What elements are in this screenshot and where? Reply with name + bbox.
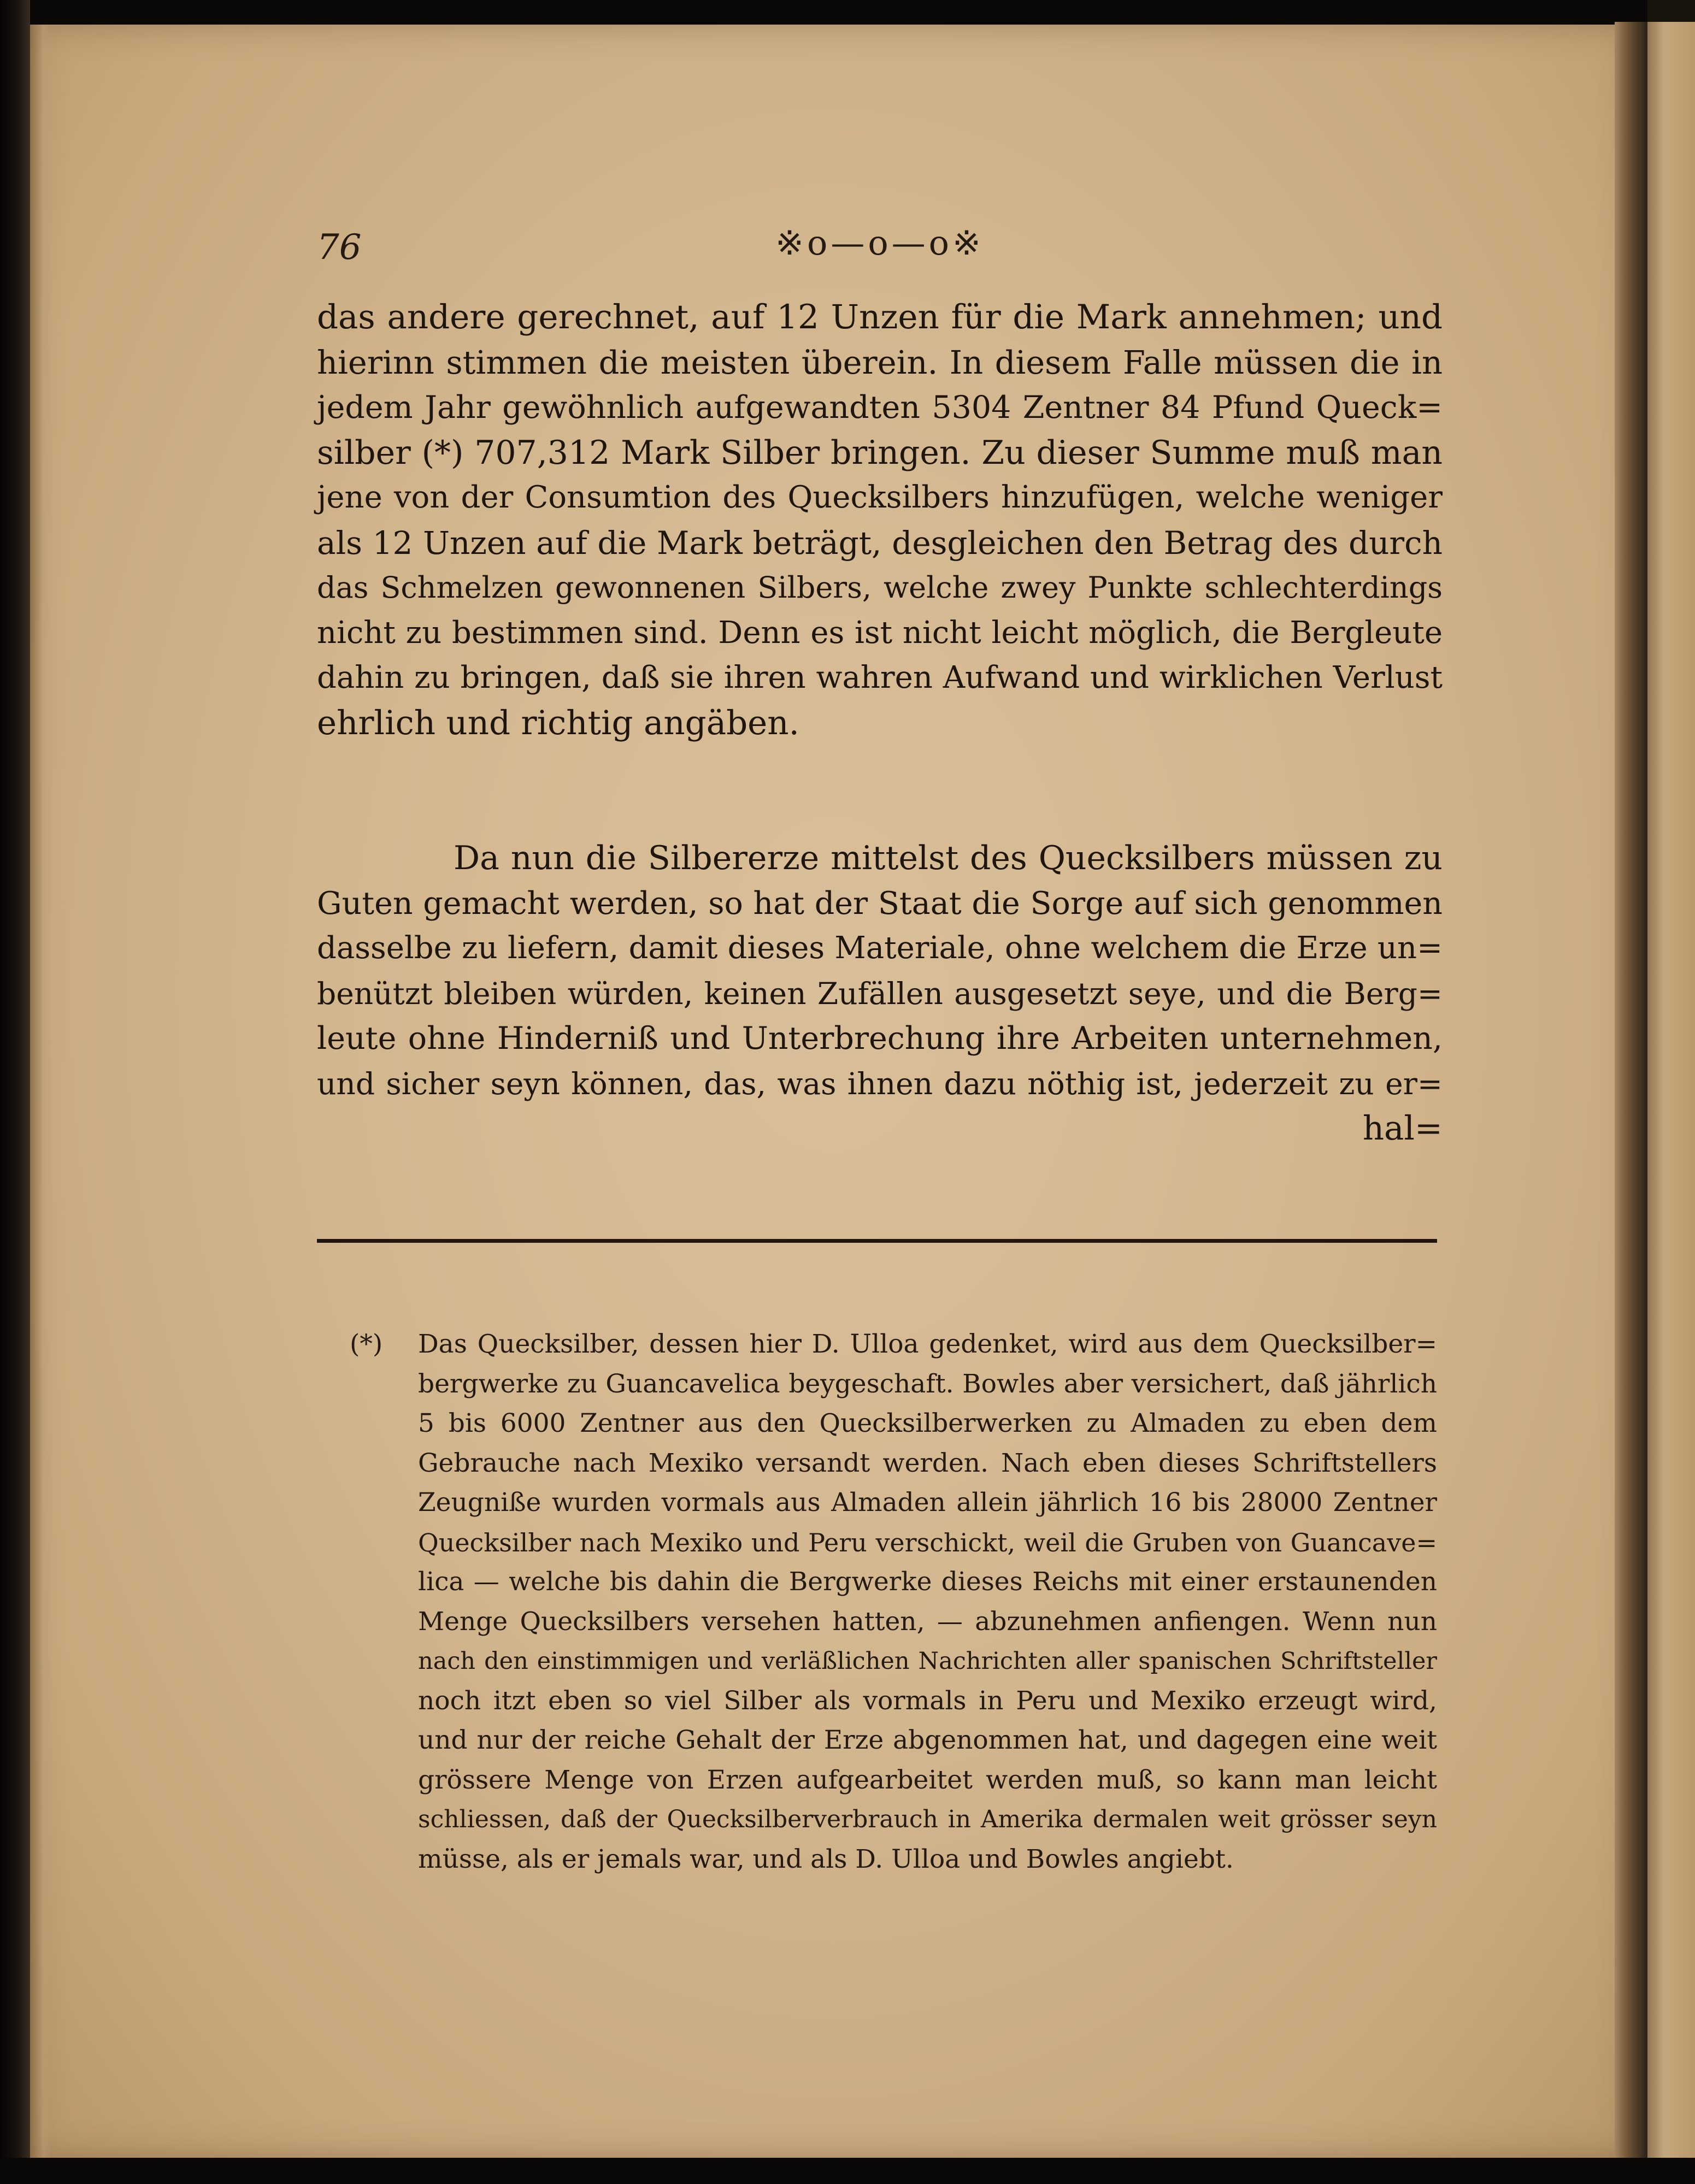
paragraph-1 — [317, 295, 1443, 746]
text-line: silber (*) 707,312 Mark Silber bringen. Zu dieser Summe muß man — [317, 433, 1443, 472]
footnote-line: Zeugniße wurden vormals aus Almaden allein jährlich 16 bis 28000 Zentner — [418, 1488, 1437, 1518]
footnote-line: Menge Quecksilbers versehen hatten, — abzunehmen anfiengen. Wenn nun — [418, 1606, 1437, 1637]
footnote-line: Gebrauche nach Mexiko versandt werden. Nach eben dieses Schriftstellers — [418, 1448, 1437, 1478]
text-line: dasselbe zu liefern, damit dieses Materiale, ohne welchem die Erze un= — [317, 930, 1443, 966]
text-line: nicht zu bestimmen sind. Denn es ist nicht leicht möglich, die Bergleute — [317, 615, 1443, 651]
text-line: benützt bleiben würden, keinen Zufällen ausgesetzt seye, und die Berg= — [317, 976, 1443, 1011]
text-line: und sicher seyn können, das, was ihnen dazu nöthig ist, jederzeit zu er= — [317, 1066, 1443, 1101]
footnote-marker: (*) — [350, 1329, 383, 1359]
left-dark-border — [0, 0, 30, 2184]
text-line: dahin zu bringen, daß sie ihren wahren Aufwand und wirklichen Verlust — [317, 660, 1443, 695]
text-line: Da nun die Silbererze mittelst des Quecksilbers müssen zu — [454, 839, 1443, 877]
footnote-body — [418, 1325, 1437, 1879]
footnote-separator-rule — [317, 1239, 1437, 1243]
text-line: ehrlich und richtig angäben. — [317, 703, 799, 742]
footnote-line: bergwerke zu Guancavelica beygeschaft. Bowles aber versichert, daß jährlich — [418, 1368, 1437, 1399]
footnote-line: 5 bis 6000 Zentner aus den Quecksilberwerken zu Almaden zu eben dem — [418, 1408, 1437, 1438]
footnote-line: Das Quecksilber, dessen hier D. Ulloa gedenket, wird aus dem Quecksilber= — [418, 1329, 1437, 1359]
paragraph-2 — [317, 836, 1443, 1152]
footnote-line: Quecksilber nach Mexiko und Peru verschickt, weil die Gruben von Guancave= — [418, 1527, 1437, 1557]
text-line: das andere gerechnet, auf 12 Unzen für die Mark annehmen; und — [317, 298, 1443, 337]
adjacent-page-edge — [1647, 0, 1695, 2184]
footnote-line: lica — welche bis dahin die Bergwerke dieses Reichs mit einer erstaunenden — [418, 1567, 1437, 1597]
text-line: hierinn stimmen die meisten überein. In diesem Falle müssen die in — [317, 343, 1443, 381]
book-gutter — [1615, 22, 1647, 2161]
running-header — [317, 223, 1443, 283]
footnote-line: noch itzt eben so viel Silber als vormals in Peru und Mexiko erzeugt wird, — [418, 1685, 1437, 1716]
footnote-line: müsse, als er jemals war, und als D. Ulloa und Bowles angiebt. — [418, 1844, 1234, 1874]
footnote-line: grössere Menge von Erzen aufgearbeitet werden muß, so kann man leicht — [418, 1764, 1437, 1795]
footnote-line: und nur der reiche Gehalt der Erze abgenommen hat, und dagegen eine weit — [418, 1725, 1437, 1755]
footnote-line: nach den einstimmigen und verläßlichen Nachrichten aller spanischen Schriftsteller — [418, 1648, 1437, 1675]
text-line: jedem Jahr gewöhnlich aufgewandten 5304 Zentner 84 Pfund Queck= — [317, 389, 1443, 426]
text-line: Guten gemacht werden, so hat der Staat die Sorge auf sich genommen — [317, 885, 1443, 922]
footnote-line: schliessen, daß der Quecksilberverbrauch in Amerika dermalen weit grösser seyn — [418, 1805, 1437, 1833]
page-number: 76 — [317, 227, 362, 268]
text-line: jene von der Consumtion des Quecksilbers hinzufügen, welche weniger — [317, 480, 1443, 515]
catchword: hal= — [1362, 1109, 1443, 1148]
text-line: als 12 Unzen auf die Mark beträgt, desgleichen den Betrag des durch — [317, 524, 1443, 562]
bottom-dark-border — [0, 2158, 1695, 2184]
header-ornament: ※o—o—o※ — [775, 223, 984, 263]
text-line: das Schmelzen gewonnenen Silbers, welche zwey Punkte schlechterdings — [317, 570, 1443, 605]
text-line: leute ohne Hinderniß und Unterbrechung ihre Arbeiten unternehmen, — [317, 1020, 1443, 1056]
